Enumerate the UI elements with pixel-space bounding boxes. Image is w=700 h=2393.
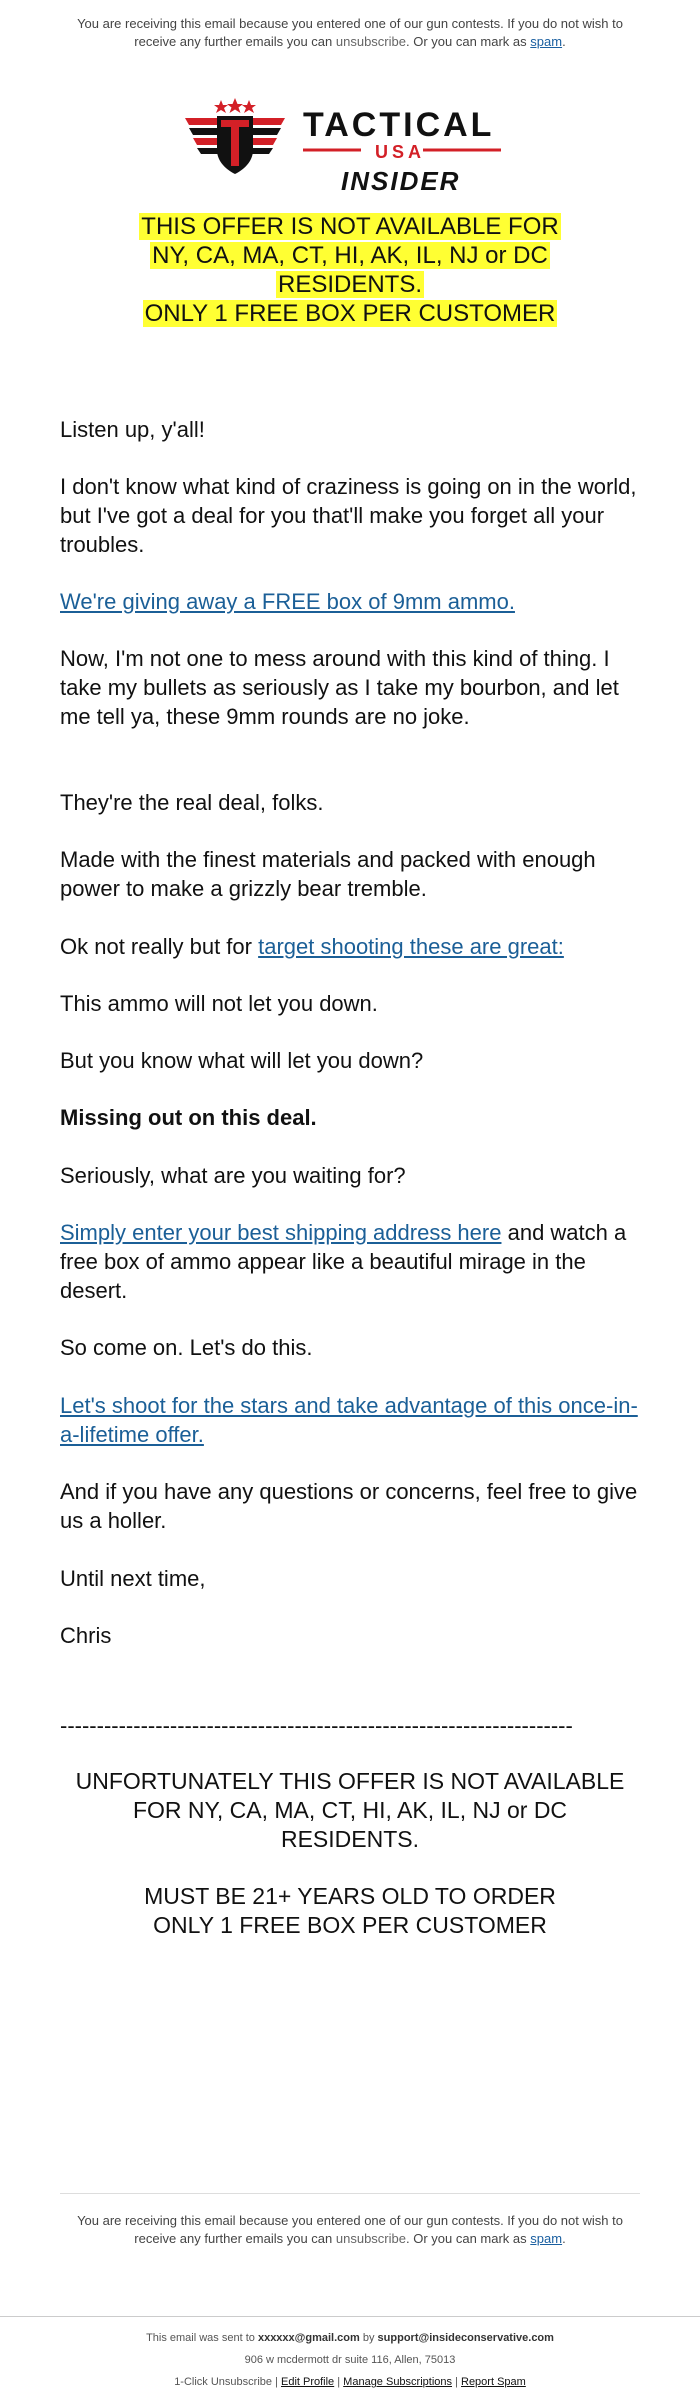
banner-line: RESIDENTS. [277, 271, 423, 298]
footer-text: by [362, 2332, 375, 2344]
banner-line: THIS OFFER IS NOT AVAILABLE FOR [141, 213, 559, 240]
final-notice-line: RESIDENTS. [280, 1826, 420, 1852]
dash-divider: ---------------------------------------------------------------------- [60, 1713, 573, 1738]
shipping-address-link[interactable]: Simply enter your best shipping address here [60, 1220, 502, 1245]
notice-text-end: . [562, 2231, 566, 2246]
target-shooting-link[interactable]: target shooting these are great: [258, 934, 564, 959]
final-notice-line: UNFORTUNATELY THIS OFFER IS NOT AVAILABLE [75, 1768, 625, 1794]
signature: Chris [60, 1623, 112, 1648]
paragraph-text: Ok not really but for [60, 934, 252, 959]
spam-link[interactable]: spam [530, 2231, 563, 2246]
notice-text-middle: . Or you can mark as [406, 2231, 527, 2246]
paragraph: Seriously, what are you waiting for? [60, 1163, 406, 1188]
sent-to-line [0, 2330, 700, 2346]
notice-text: You are receiving this email because you entered one of our gun contests. If you do not wish to receive any further emails you can [77, 2213, 623, 2246]
link-separator: | [275, 2376, 278, 2388]
footer-text: This email was sent to [146, 2332, 255, 2344]
final-notice-line: FOR NY, CA, MA, CT, HI, AK, IL, NJ or DC [132, 1797, 568, 1823]
paragraph: But you know what will let you down? [60, 1048, 424, 1073]
star-icon [214, 100, 228, 113]
paragraph: Made with the finest materials and packed with enough power to make a grizzly bear tremble. [60, 847, 596, 901]
paragraph: And if you have any questions or concerns, feel free to give us a holler. [60, 1479, 638, 1533]
sender-email: support@insideconservative.com [377, 2332, 554, 2344]
section-divider [60, 2193, 640, 2194]
banner-line: ONLY 1 FREE BOX PER CUSTOMER [144, 300, 556, 327]
sender-address: 906 w mcdermott dr suite 116, Allen, 75013 [244, 2354, 456, 2366]
notice-text-end: . [562, 34, 566, 49]
availability-banner [0, 212, 700, 328]
final-availability-notice [50, 1767, 650, 1854]
link-separator: | [455, 2376, 458, 2388]
offer-link-text[interactable]: Let's shoot for the stars and take advantage of this once-in-a-lifetime offer. [60, 1393, 638, 1447]
spam-link[interactable]: spam [530, 34, 563, 49]
paragraph: Now, I'm not one to mess around with this kind of thing. I take my bullets as seriously as I take my bourbon, and let me tell ya, these 9mm rounds are no joke. [60, 646, 619, 729]
manage-subscriptions-link[interactable]: Manage Subscriptions [343, 2376, 453, 2388]
footer-divider [0, 2316, 700, 2317]
greeting: Listen up, y'all! [60, 417, 205, 442]
paragraph-text: and watch a free box of ammo appear like a beautiful mirage in the desert. [60, 1220, 627, 1303]
notice-text-middle: . Or you can mark as [406, 34, 527, 49]
logo-text-usa: USA [375, 142, 426, 162]
offer-link[interactable] [60, 1391, 650, 1449]
paragraph: I don't know what kind of craziness is going on in the world, but I've got a deal for you that'll make you forget all your troubles. [60, 474, 637, 557]
paragraph-bold: Missing out on this deal. [60, 1105, 317, 1130]
paragraph: This ammo will not let you down. [60, 991, 378, 1016]
bottom-unsubscribe-notice [60, 2212, 640, 2248]
notice-text: You are receiving this email because you entered one of our gun contests. If you do not wish to receive any further emails you can [77, 16, 623, 49]
banner-line: NY, CA, MA, CT, HI, AK, IL, NJ or DC [152, 242, 548, 269]
star-icon [242, 100, 256, 113]
tactical-usa-insider-logo [183, 98, 517, 196]
paragraph: Until next time, [60, 1566, 206, 1591]
paragraph: They're the real deal, folks. [60, 790, 324, 815]
logo-text-tactical: TACTICAL [303, 106, 495, 144]
unsubscribe-link[interactable]: unsubscribe [335, 2231, 406, 2246]
paragraph [60, 1218, 650, 1305]
paragraph [60, 932, 650, 961]
link-separator: | [337, 2376, 341, 2388]
age-requirement-notice [50, 1882, 650, 1940]
logo-text-insider: INSIDER [341, 166, 461, 196]
edit-profile-link[interactable]: Edit Profile [280, 2376, 335, 2388]
top-unsubscribe-notice [60, 15, 640, 51]
paragraph: So come on. Let's do this. [60, 1335, 313, 1360]
free-ammo-link[interactable] [60, 587, 650, 616]
free-ammo-link-text[interactable]: We're giving away a FREE box of 9mm ammo. [60, 589, 515, 614]
one-click-unsubscribe-link[interactable]: 1-Click Unsubscribe [174, 2376, 272, 2388]
report-spam-link[interactable]: Report Spam [461, 2376, 526, 2388]
unsubscribe-link[interactable]: unsubscribe [335, 34, 406, 49]
final-notice-line: MUST BE 21+ YEARS OLD TO ORDER [144, 1883, 556, 1909]
recipient-email: xxxxxx@gmail.com [257, 2332, 360, 2344]
star-icon [227, 98, 243, 113]
final-notice-line: ONLY 1 FREE BOX PER CUSTOMER [153, 1912, 547, 1938]
footer-links [0, 2374, 700, 2390]
